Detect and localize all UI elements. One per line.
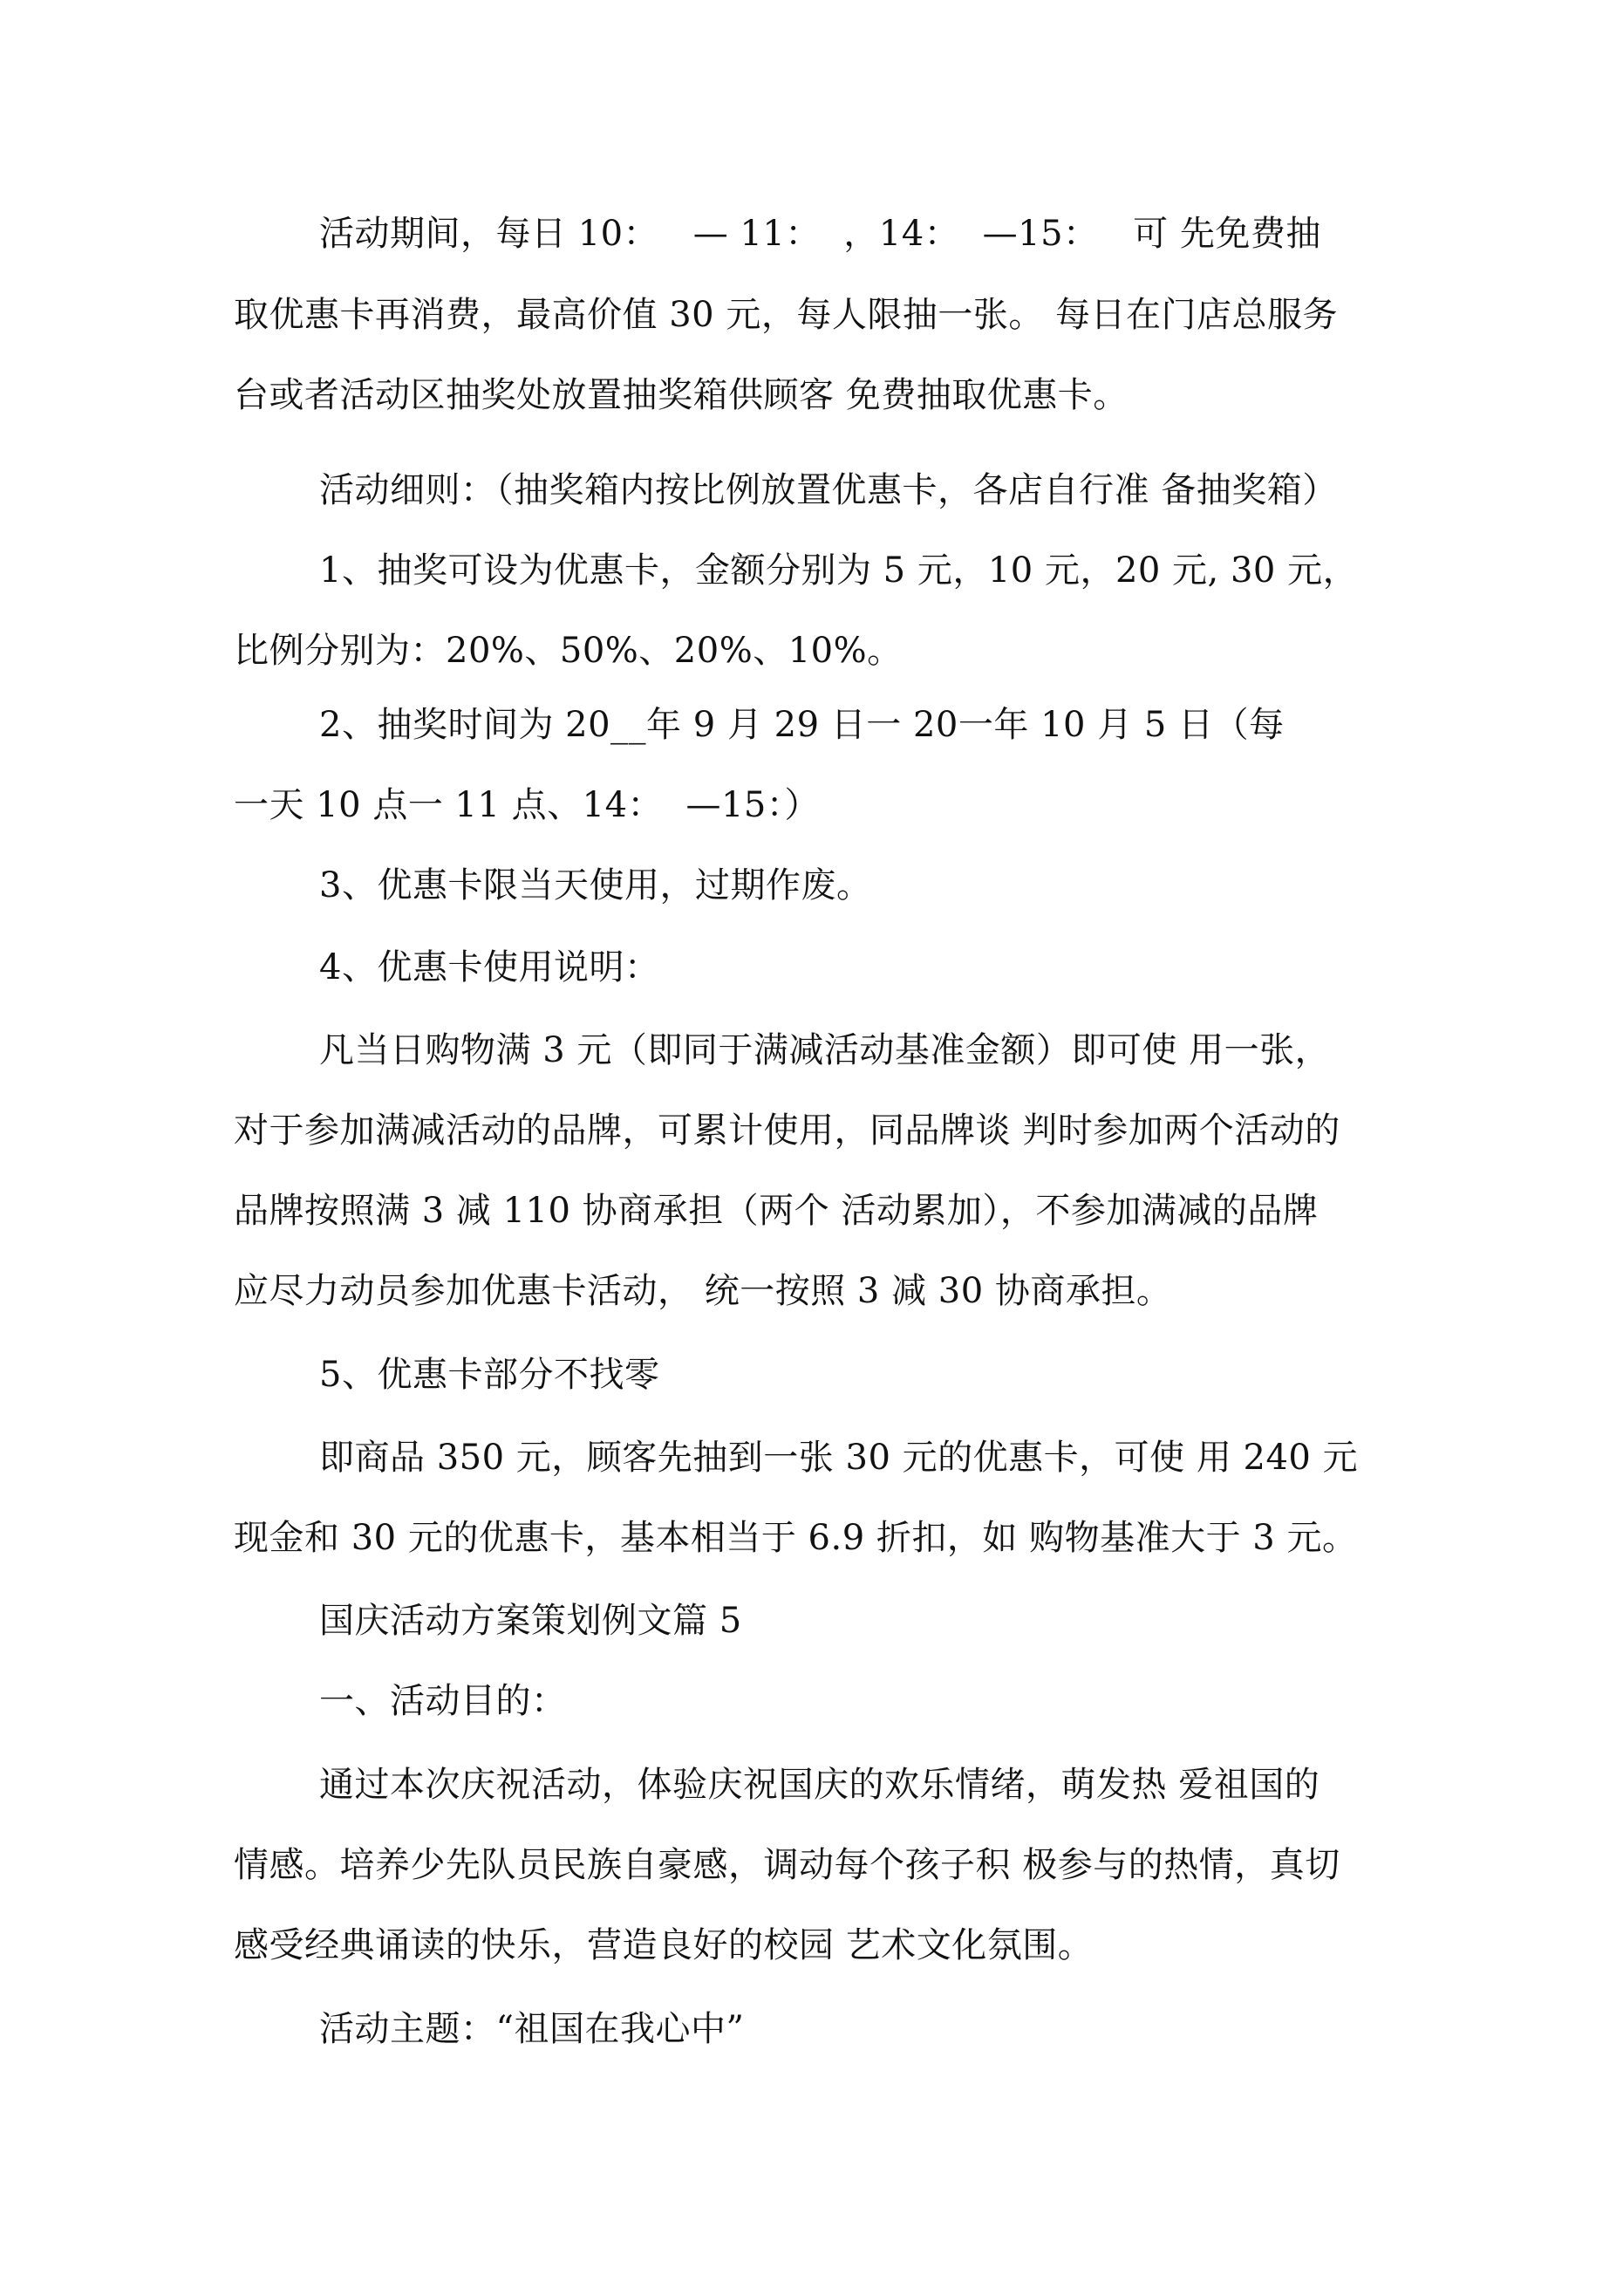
section-heading: 一、活动目的：: [319, 1681, 567, 1721]
paragraph-line: 凡当日购物满 3 元（即同于满减活动基准金额）即可使 用一张，: [319, 1030, 1331, 1070]
paragraph-line: 活动主题：“祖国在我心中”: [319, 2009, 745, 2049]
paragraph-line: 台或者活动区抽奖处放置抽奖箱供顾客 免费抽取优惠卡。: [234, 375, 1129, 415]
list-item: 2、抽奖时间为 20__年 9 月 29 日一 20一年 10 月 5 日（每: [319, 705, 1285, 745]
paragraph-line: 活动期间，每日 10： — 11： ，14： —15： 可 先免费抽: [319, 214, 1321, 254]
paragraph-line: 取优惠卡再消费，最高价值 30 元，每人限抽一张。 每日在门店总服务: [234, 295, 1339, 335]
paragraph-line: 应尽力动员参加优惠卡活动， 统一按照 3 减 30 协商承担。: [234, 1271, 1172, 1311]
list-item: 4、优惠卡使用说明：: [319, 947, 660, 987]
list-item: 5、优惠卡部分不找零: [319, 1355, 660, 1395]
paragraph-line: 活动细则：（抽奖箱内按比例放置优惠卡，各店自行准 备抽奖箱）: [319, 470, 1338, 510]
paragraph-line: 比例分别为：20%、50%、20%、10%。: [234, 631, 903, 671]
paragraph-line: 通过本次庆祝活动，体验庆祝国庆的欢乐情绪，萌发热 爱祖国的: [319, 1765, 1320, 1805]
paragraph-line: 品牌按照满 3 减 110 协商承担（两个 活动累加），不参加满减的品牌: [234, 1191, 1319, 1231]
paragraph-line: 现金和 30 元的优惠卡，基本相当于 6.9 折扣，如 购物基准大于 3 元。: [234, 1518, 1358, 1558]
paragraph-line: 对于参加满减活动的品牌，可累计使用，同品牌谈 判时参加两个活动的: [234, 1110, 1340, 1151]
paragraph-line: 即商品 350 元，顾客先抽到一张 30 元的优惠卡，可使 用 240 元: [319, 1438, 1359, 1478]
paragraph-line: 一天 10 点一 11 点、14： —15：）: [234, 785, 820, 825]
paragraph-line: 情感。培养少先队员民族自豪感，调动每个孩子积 极参与的热情，真切: [234, 1845, 1340, 1885]
list-item: 3、优惠卡限当天使用，过期作废。: [319, 865, 872, 905]
list-item: 1、抽奖可设为优惠卡，金额分别为 5 元，10 元，20 元, 30 元，: [319, 550, 1359, 591]
section-heading: 国庆活动方案策划例文篇 5: [319, 1601, 742, 1641]
paragraph-line: 感受经典诵读的快乐，营造良好的校园 艺术文化氛围。: [234, 1925, 1094, 1965]
